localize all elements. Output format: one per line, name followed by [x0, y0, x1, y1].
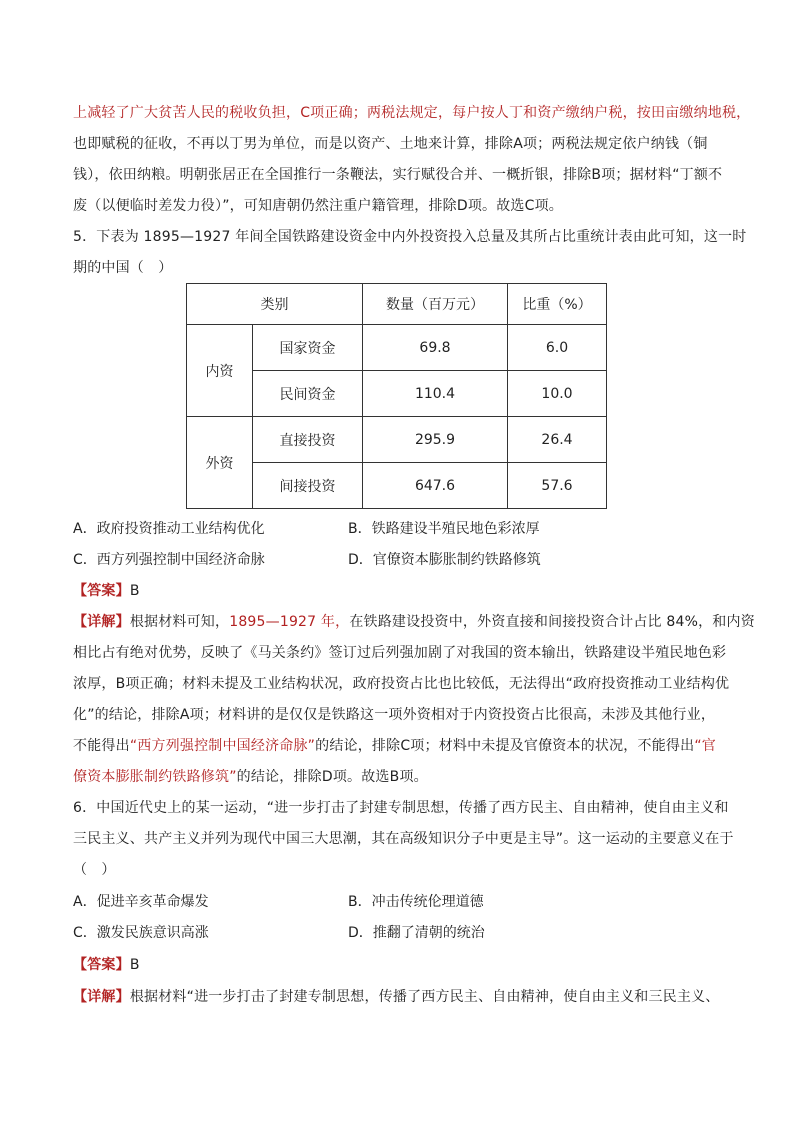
q5-detail-line-4: 化”的结论，排除A项；材料讲的是仅仅是铁路这一项外资相对于内资投资占比很高，未涉及其他行业，: [73, 707, 716, 723]
row-name: 国家资金: [253, 325, 363, 371]
answer-label: 【答案】: [73, 957, 130, 973]
q6-answer-line: [73, 949, 733, 981]
header-category: 类别: [187, 284, 363, 325]
q5-option-d: D．官僚资本膨胀制约铁路修筑: [348, 552, 541, 568]
header-amount: 数量（百万元）: [363, 284, 508, 325]
table-row: [187, 417, 607, 463]
q6-option-d: D．推翻了清朝的统治: [348, 925, 485, 941]
answer-label: 【答案】: [73, 583, 130, 599]
q5-answer-line: [73, 575, 733, 607]
detail-text: 的结论，排除C项；材料中未提及官僚资本的状况，不能得出: [315, 738, 695, 754]
q5-detail-line-3: 浓厚，B项正确；材料未提及工业结构状况，政府投资占比也比较低，无法得出“政府投资推动工业结构优: [73, 676, 730, 692]
q6-option-a: A．促进辛亥革命爆发: [73, 894, 209, 910]
row-amount: 69.8: [363, 325, 508, 371]
intro-line-3: 钱），依田纳粮。明朝张居正在全国推行一条鞭法，实行赋役合并、一概折银，排除B项；据材料“丁额不: [73, 167, 723, 183]
row-share: 6.0: [508, 325, 607, 371]
q6-option-b: B．冲击传统伦理道德: [348, 894, 484, 910]
group-domestic: 内资: [187, 325, 253, 417]
intro-line-1: 上减轻了广大贫苦人民的税收负担，C项正确；两税法规定，每户按人丁和资产缴纳户税，按田亩缴纳地税，: [73, 105, 751, 121]
q5-option-c: C．西方列强控制中国经济命脉: [73, 552, 265, 568]
q6-stem-line-2: 三民主义、共产主义并列为现代中国三大思潮，其在高级知识分子中更是主导”。这一运动的主要意义在于: [73, 831, 734, 847]
q5-stem-line-1: 5．下表为 1895—1927 年间全国铁路建设资金中内外投资投入总量及其所占比重统计表由此可知，这一时: [73, 229, 747, 245]
q5-option-b: B．铁路建设半殖民地色彩浓厚: [348, 521, 540, 537]
investment-table: [186, 283, 607, 509]
row-share: 10.0: [508, 371, 607, 417]
detail-label: 【详解】: [73, 614, 130, 630]
detail-text-highlight: “官: [694, 738, 716, 754]
intro-line-2: 也即赋税的征收，不再以丁男为单位，而是以资产、土地来计算，排除A项；两税法规定依户纳钱（铜: [73, 136, 708, 152]
row-amount: 110.4: [363, 371, 508, 417]
row-amount: 647.6: [363, 463, 508, 509]
row-share: 57.6: [508, 463, 607, 509]
q5-detail-line-6: [73, 761, 733, 793]
detail-text: 在铁路建设投资中，外资直接和间接投资合计占比 84%，和内资: [349, 614, 755, 630]
table-header-row: [187, 284, 607, 325]
detail-text-highlight: 僚资本膨胀制约铁路修筑”: [73, 769, 237, 785]
q5-detail-line-5: [73, 730, 733, 762]
q5-stem-line-2: 期的中国（ ）: [73, 260, 173, 276]
q5-detail-line-1: [73, 606, 755, 638]
q5-option-a: A．政府投资推动工业结构优化: [73, 521, 265, 537]
row-share: 26.4: [508, 417, 607, 463]
row-name: 直接投资: [253, 417, 363, 463]
answer-value: B: [129, 957, 140, 973]
q6-stem-line-1: 6．中国近代史上的某一运动，“进一步打击了封建专制思想，传播了西方民主、自由精神，使自由主义和: [73, 800, 729, 816]
detail-text-highlight: “西方列强控制中国经济命脉”: [129, 738, 316, 754]
detail-label: 【详解】: [73, 989, 130, 1005]
q6-stem-line-3: （ ）: [73, 862, 116, 878]
detail-text-highlight: 1895—1927 年，: [229, 614, 350, 630]
detail-text: 的结论，排除D项。故选B项。: [236, 769, 428, 785]
table-row: [187, 325, 607, 371]
detail-text: 根据材料可知，: [129, 614, 230, 630]
row-name: 民间资金: [253, 371, 363, 417]
detail-text: 根据材料“进一步打击了封建专制思想，传播了西方民主、自由精神，使自由主义和三民主义、: [129, 989, 720, 1005]
q6-option-c: C．激发民族意识高涨: [73, 925, 209, 941]
detail-text: 不能得出: [73, 738, 130, 754]
answer-value: B: [129, 583, 140, 599]
row-name: 间接投资: [253, 463, 363, 509]
group-foreign: 外资: [187, 417, 253, 509]
intro-line-4: 废（以便临时差发力役）”，可知唐朝仍然注重户籍管理，排除D项。故选C项。: [73, 198, 564, 214]
row-amount: 295.9: [363, 417, 508, 463]
q6-detail-line-1: [73, 981, 733, 1013]
q5-detail-line-2: 相比占有绝对优势，反映了《马关条约》签订过后列强加剧了对我国的资本输出，铁路建设半殖民地色彩: [73, 645, 727, 661]
header-share: 比重（%）: [508, 284, 607, 325]
